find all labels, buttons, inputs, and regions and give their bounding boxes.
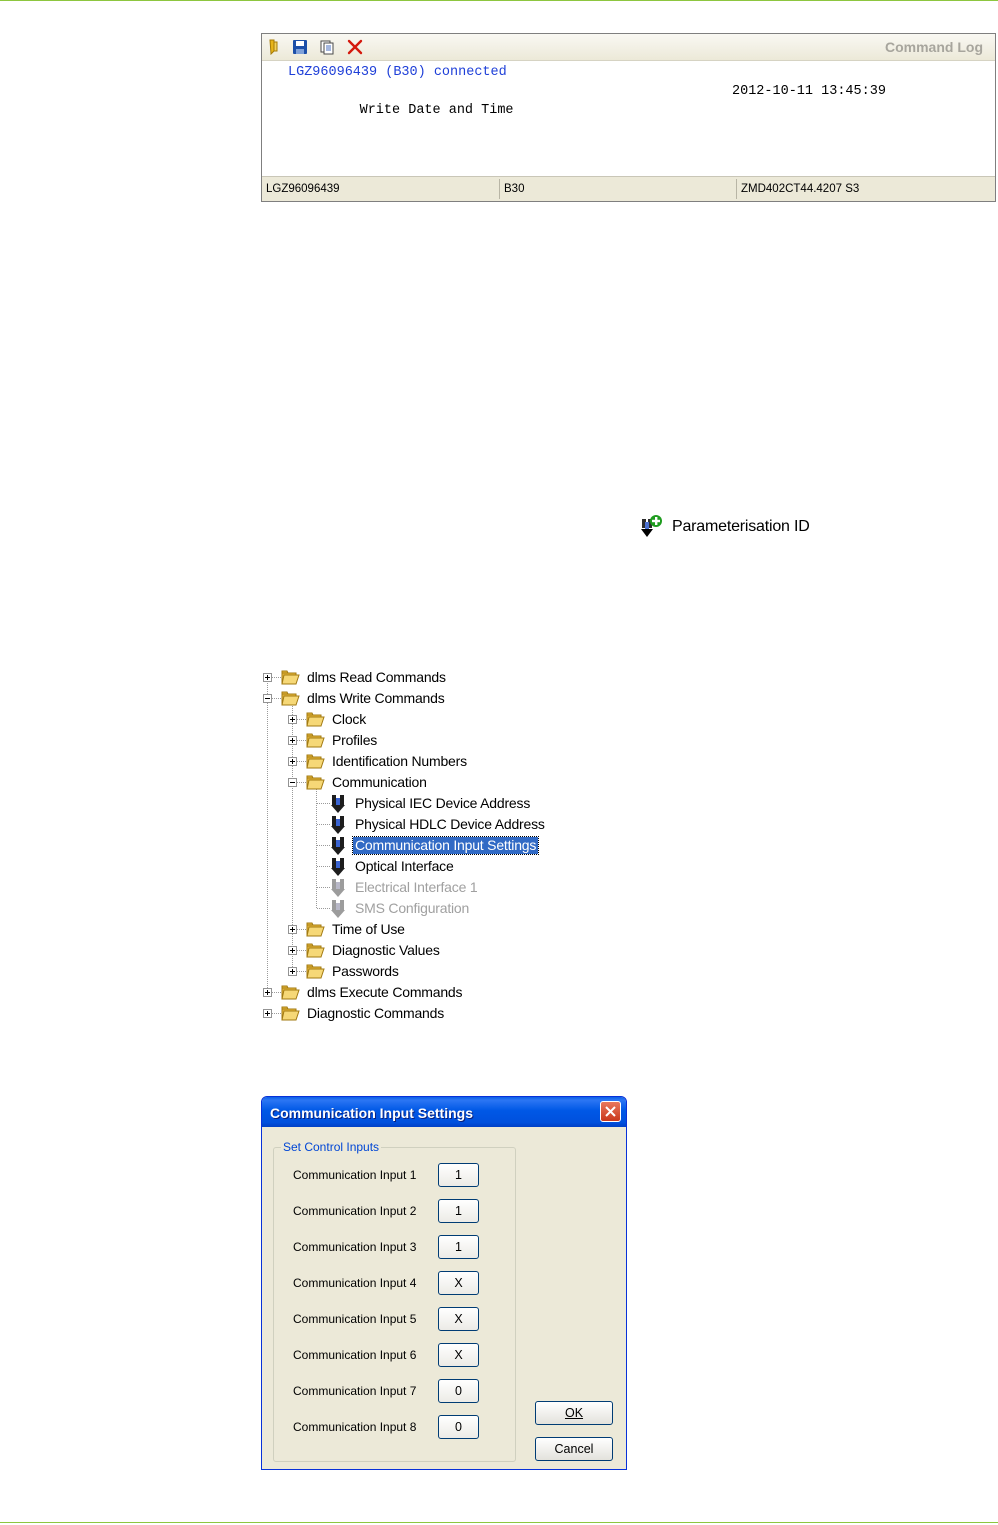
- input-state-button[interactable]: 1: [438, 1199, 479, 1223]
- tree-guide-line: [267, 677, 268, 992]
- tree-connector: [297, 719, 306, 720]
- status-separator: [499, 179, 500, 199]
- input-state-button[interactable]: 1: [438, 1163, 479, 1187]
- folder-icon: [281, 984, 300, 1001]
- expand-icon[interactable]: [288, 946, 297, 955]
- write-command-icon: [330, 836, 348, 856]
- folder-icon: [306, 963, 325, 980]
- expand-icon[interactable]: [288, 757, 297, 766]
- folder-icon: [281, 1005, 300, 1022]
- tree-item-label[interactable]: Passwords: [332, 963, 399, 979]
- copy-icon[interactable]: [318, 38, 336, 56]
- folder-icon: [306, 774, 325, 791]
- input-label: Communication Input 6: [293, 1348, 417, 1362]
- folder-icon: [306, 942, 325, 959]
- write-command-icon: [330, 794, 348, 814]
- folder-icon: [281, 690, 300, 707]
- tree-item-label[interactable]: Time of Use: [332, 921, 405, 937]
- parameterisation-id-item[interactable]: [640, 514, 810, 540]
- close-icon: [605, 1106, 616, 1117]
- tree-item-label[interactable]: Clock: [332, 711, 367, 727]
- write-command-icon: [330, 878, 348, 898]
- tree-connector: [317, 803, 330, 804]
- collapse-icon[interactable]: [263, 694, 272, 703]
- tree-connector: [317, 866, 330, 867]
- input-label: Communication Input 7: [293, 1384, 417, 1398]
- tree-connector: [317, 824, 330, 825]
- input-label: Communication Input 3: [293, 1240, 417, 1254]
- input-label: Communication Input 8: [293, 1420, 417, 1434]
- cancel-button[interactable]: [535, 1437, 613, 1461]
- write-command-add-icon: [640, 514, 664, 540]
- expand-icon[interactable]: [288, 736, 297, 745]
- tree-connector: [272, 992, 281, 993]
- tree-item-label[interactable]: Physical HDLC Device Address: [355, 816, 545, 832]
- input-label: Communication Input 4: [293, 1276, 417, 1290]
- folder-icon: [306, 711, 325, 728]
- open-icon[interactable]: [266, 38, 284, 56]
- tree-connector: [297, 950, 306, 951]
- dialog-titlebar[interactable]: [262, 1097, 626, 1127]
- folder-icon: [306, 921, 325, 938]
- input-state-button[interactable]: X: [438, 1343, 479, 1367]
- tree-connector: [297, 761, 306, 762]
- input-label: Communication Input 5: [293, 1312, 417, 1326]
- communication-input-settings-dialog: [261, 1096, 627, 1470]
- expand-icon[interactable]: [288, 967, 297, 976]
- tree-connector: [317, 908, 330, 909]
- log-line-write-date: [262, 82, 995, 158]
- log-line-text: Write Date and Time: [359, 103, 514, 118]
- tree-connector: [272, 1013, 281, 1014]
- folder-icon: [306, 753, 325, 770]
- tree-connector: [297, 971, 306, 972]
- folder-icon: [281, 669, 300, 686]
- page-bottom-rule: [0, 1522, 998, 1523]
- write-command-icon: [330, 899, 348, 919]
- expand-icon[interactable]: [288, 925, 297, 934]
- write-command-icon: [330, 815, 348, 835]
- command-tree: [261, 667, 591, 1023]
- tree-item-label[interactable]: dlms Read Commands: [307, 669, 446, 685]
- tree-connector: [272, 698, 281, 699]
- tree-item-selected[interactable]: Communication Input Settings: [355, 837, 537, 853]
- tree-connector: [297, 929, 306, 930]
- page-top-rule: [0, 0, 998, 1]
- expand-icon[interactable]: [263, 988, 272, 997]
- log-line-timestamp: 2012-10-11 13:45:39: [732, 84, 886, 99]
- command-log-title: Command Log: [885, 39, 983, 55]
- tree-item-label[interactable]: Electrical Interface 1: [355, 879, 478, 895]
- expand-icon[interactable]: [263, 1009, 272, 1018]
- status-bar: [262, 176, 995, 201]
- tree-connector: [297, 740, 306, 741]
- tree-item-label[interactable]: Physical IEC Device Address: [355, 795, 531, 811]
- command-log-toolbar: [262, 34, 995, 61]
- group-legend: Set Control Inputs: [283, 1140, 380, 1154]
- collapse-icon[interactable]: [288, 778, 297, 787]
- input-label: Communication Input 2: [293, 1204, 417, 1218]
- ok-button[interactable]: [535, 1401, 613, 1425]
- ok-button-label: OK: [564, 1406, 584, 1420]
- tree-item-label[interactable]: Profiles: [332, 732, 378, 748]
- tree-item-label[interactable]: Diagnostic Values: [332, 942, 440, 958]
- parameterisation-id-label: Parameterisation ID: [672, 518, 810, 535]
- status-separator: [736, 179, 737, 199]
- dialog-body: [265, 1127, 623, 1466]
- log-line-connected: LGZ96096439 (B30) connected: [288, 65, 507, 80]
- status-meter-type: ZMD402CT44.4207 S3: [741, 183, 860, 195]
- tree-item-label[interactable]: Identification Numbers: [332, 753, 467, 769]
- status-variant: B30: [504, 183, 525, 195]
- write-command-icon: [330, 857, 348, 877]
- input-state-button[interactable]: 0: [438, 1379, 479, 1403]
- tree-item-label[interactable]: dlms Write Commands: [307, 690, 445, 706]
- set-control-inputs-group: [273, 1140, 516, 1462]
- input-state-button[interactable]: X: [438, 1271, 479, 1295]
- save-icon[interactable]: [291, 38, 309, 56]
- input-label: Communication Input 1: [293, 1168, 417, 1182]
- folder-icon: [306, 732, 325, 749]
- tree-connector: [317, 845, 330, 846]
- delete-icon[interactable]: [346, 38, 364, 56]
- command-log-panel: [261, 33, 996, 202]
- tree-item-label[interactable]: Optical Interface: [355, 858, 454, 874]
- input-state-button[interactable]: 0: [438, 1415, 479, 1439]
- close-button[interactable]: [600, 1101, 621, 1122]
- tree-item-label[interactable]: dlms Execute Commands: [307, 984, 463, 1000]
- tree-item-label[interactable]: Communication: [332, 774, 427, 790]
- input-state-button[interactable]: 1: [438, 1235, 479, 1259]
- dialog-title: Communication Input Settings: [270, 1105, 473, 1121]
- tree-item-label[interactable]: SMS Configuration: [355, 900, 470, 916]
- status-device-id: LGZ96096439: [266, 183, 340, 195]
- expand-icon[interactable]: [288, 715, 297, 724]
- command-log-output: [262, 61, 995, 176]
- cancel-button-label: Cancel: [554, 1442, 594, 1456]
- tree-connector: [272, 677, 281, 678]
- input-state-button[interactable]: X: [438, 1307, 479, 1331]
- tree-connector: [317, 887, 330, 888]
- tree-item-label[interactable]: Diagnostic Commands: [307, 1005, 445, 1021]
- tree-connector: [297, 782, 306, 783]
- expand-icon[interactable]: [263, 673, 272, 682]
